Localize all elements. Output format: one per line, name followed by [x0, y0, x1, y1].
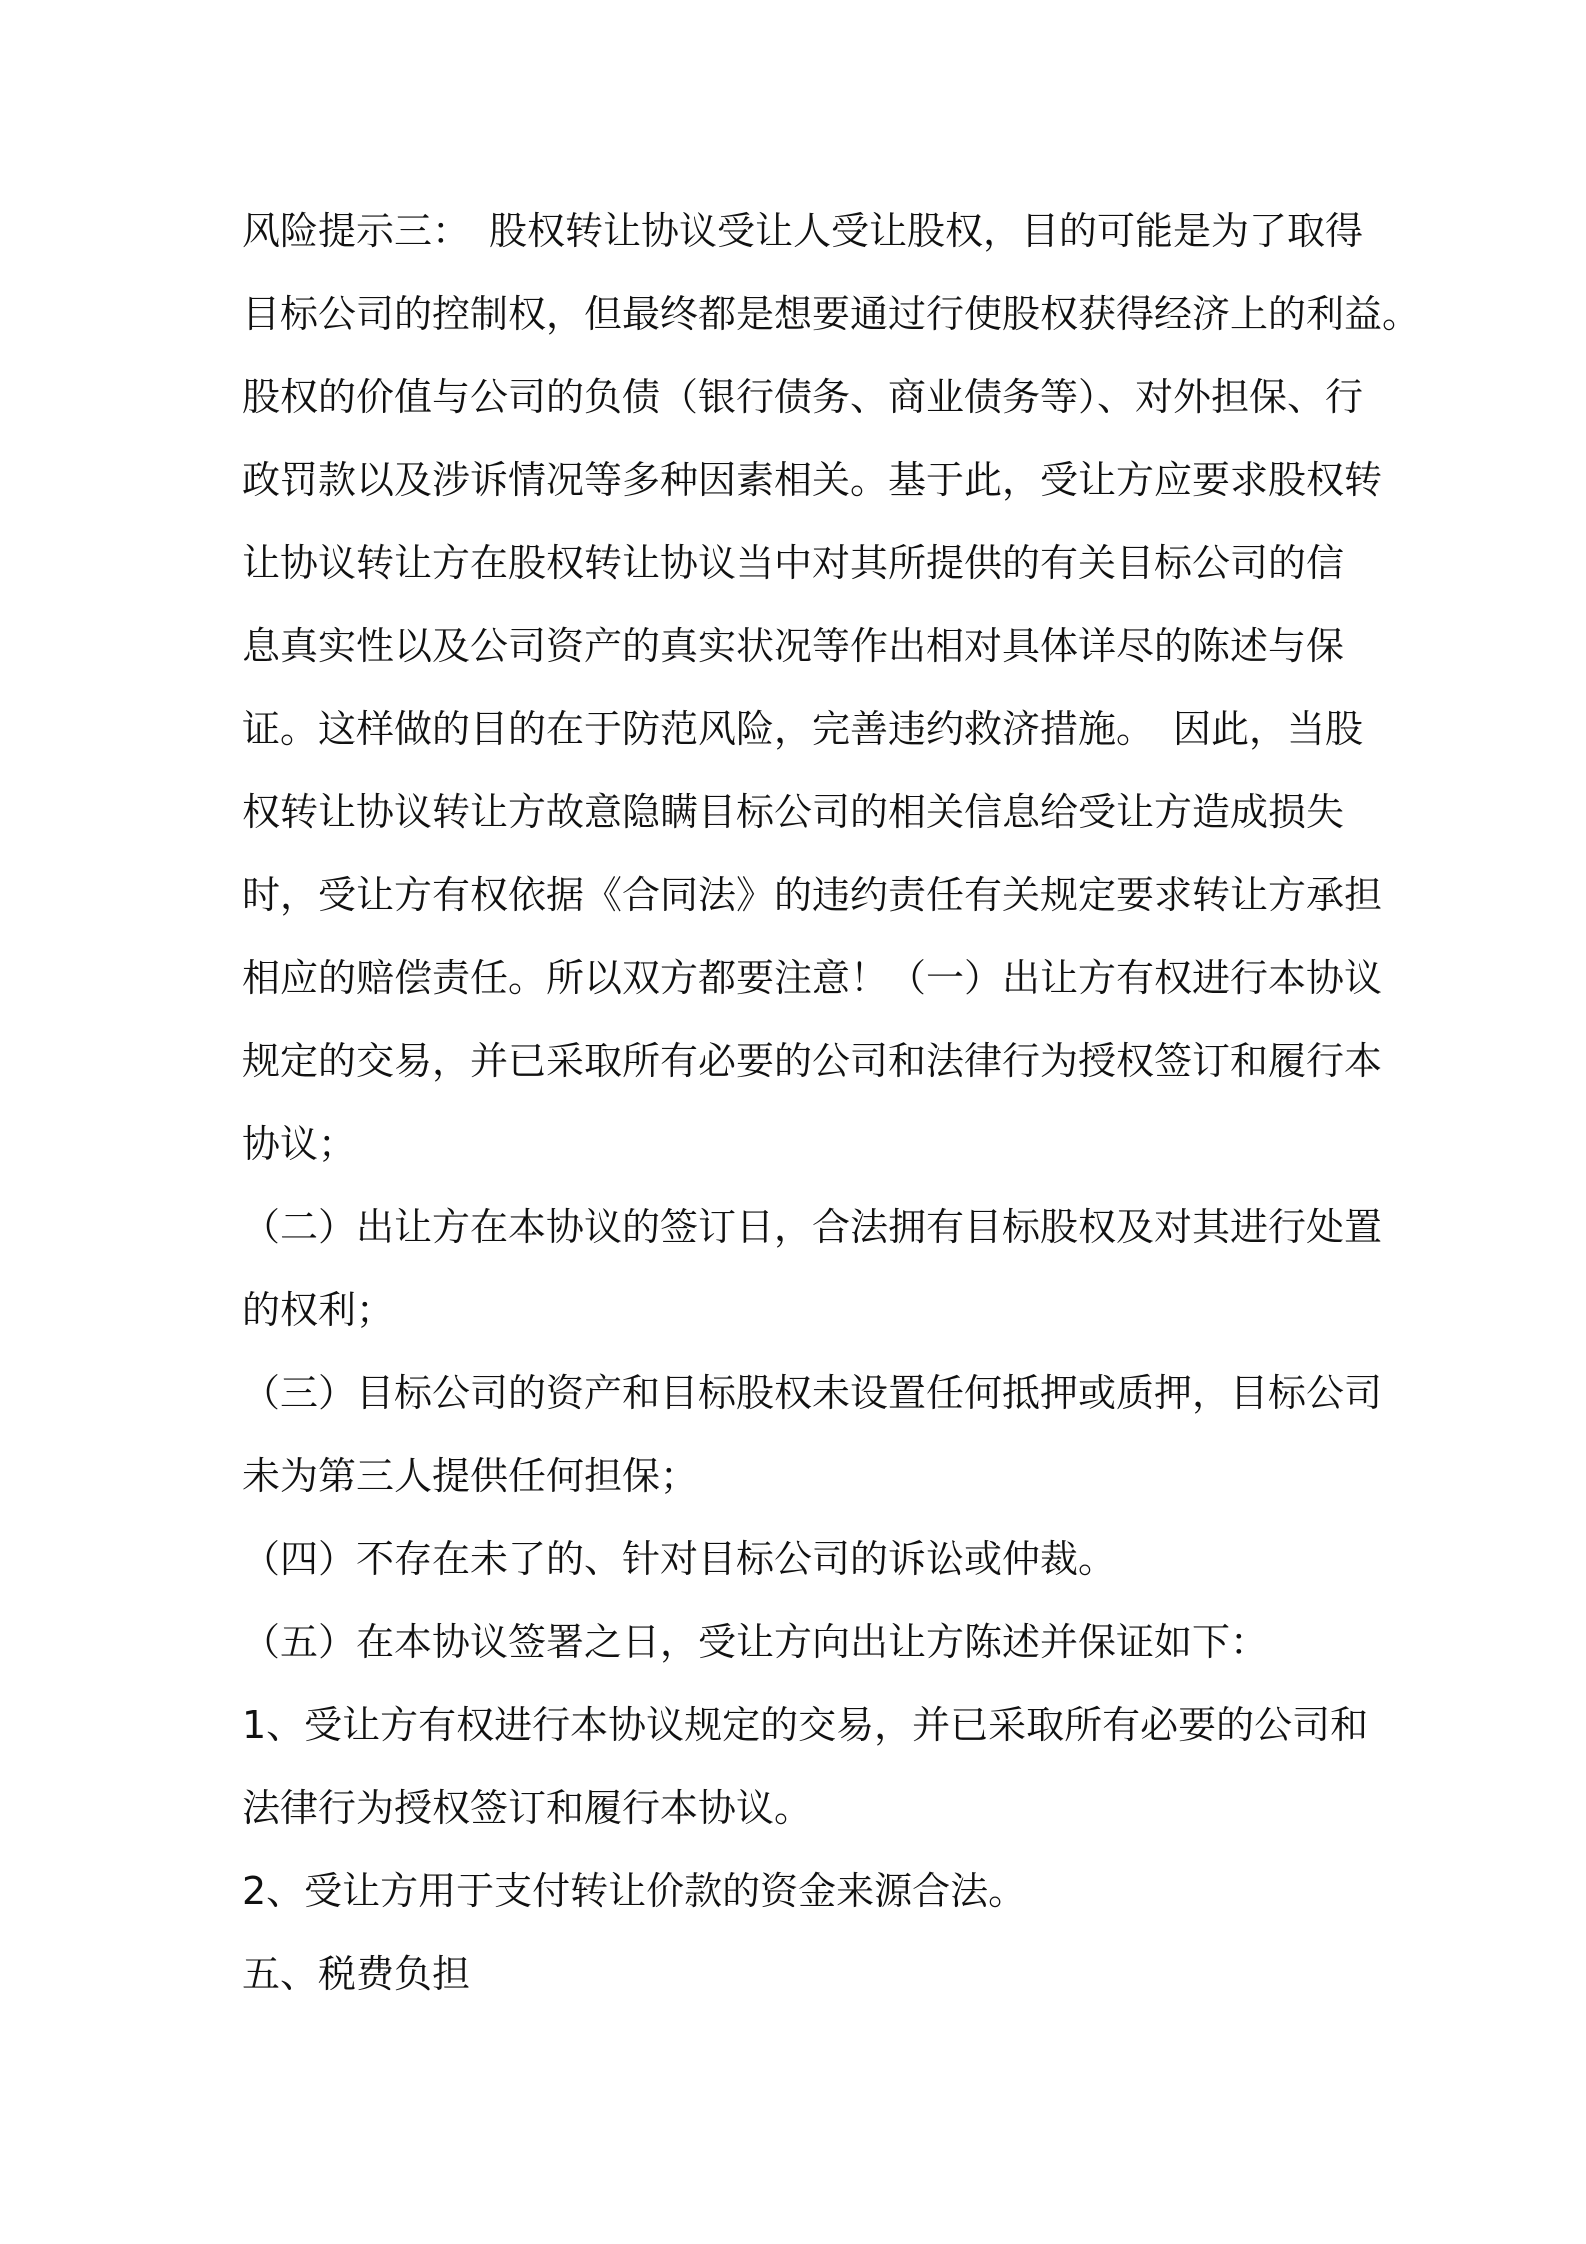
- text-line: 证。这样做的目的在于防范风险，完善违约救济措施。 因此，当股: [242, 707, 1364, 751]
- text-line: 1、受让方有权进行本协议规定的交易，并已采取所有必要的公司和: [242, 1703, 1369, 1747]
- text-line: 权转让协议转让方故意隐瞒目标公司的相关信息给受让方造成损失: [242, 790, 1345, 834]
- text-line: 的权利；: [242, 1288, 395, 1332]
- text-line: 协议；: [242, 1122, 357, 1166]
- text-line: （三）目标公司的资产和目标股权未设置任何抵押或质押，目标公司: [242, 1371, 1383, 1415]
- text-line: 规定的交易，并已采取所有必要的公司和法律行为授权签订和履行本: [242, 1039, 1383, 1083]
- text-line: 息真实性以及公司资产的真实状况等作出相对具体详尽的陈述与保: [242, 624, 1345, 668]
- text-line: （四）不存在未了的、针对目标公司的诉讼或仲裁。: [242, 1537, 1117, 1581]
- text-line: （五）在本协议签署之日，受让方向出让方陈述并保证如下：: [242, 1620, 1269, 1664]
- text-line: 时，受让方有权依据《合同法》的违约责任有关规定要求转让方承担: [242, 873, 1383, 917]
- text-line: 2、受让方用于支付转让价款的资金来源合法。: [242, 1869, 1027, 1913]
- document-body: [242, 190, 1421, 2016]
- text-line: 政罚款以及涉诉情况等多种因素相关。基于此，受让方应要求股权转: [242, 458, 1383, 502]
- text-line: 目标公司的控制权，但最终都是想要通过行使股权获得经济上的利益。: [242, 292, 1421, 336]
- section-heading: 五、税费负担: [242, 1952, 471, 1996]
- text-line: 让协议转让方在股权转让协议当中对其所提供的有关目标公司的信: [242, 541, 1345, 585]
- text-line: 风险提示三： 股权转让协议受让人受让股权，目的可能是为了取得: [242, 209, 1364, 253]
- text-line: 相应的赔偿责任。所以双方都要注意！（一）出让方有权进行本协议: [242, 956, 1383, 1000]
- text-line: 法律行为授权签订和履行本协议。: [242, 1786, 813, 1830]
- text-line: 股权的价值与公司的负债（银行债务、商业债务等）、对外担保、行: [242, 375, 1364, 419]
- text-line: （二）出让方在本协议的签订日，合法拥有目标股权及对其进行处置: [242, 1205, 1383, 1249]
- text-line: 未为第三人提供任何担保；: [242, 1454, 699, 1498]
